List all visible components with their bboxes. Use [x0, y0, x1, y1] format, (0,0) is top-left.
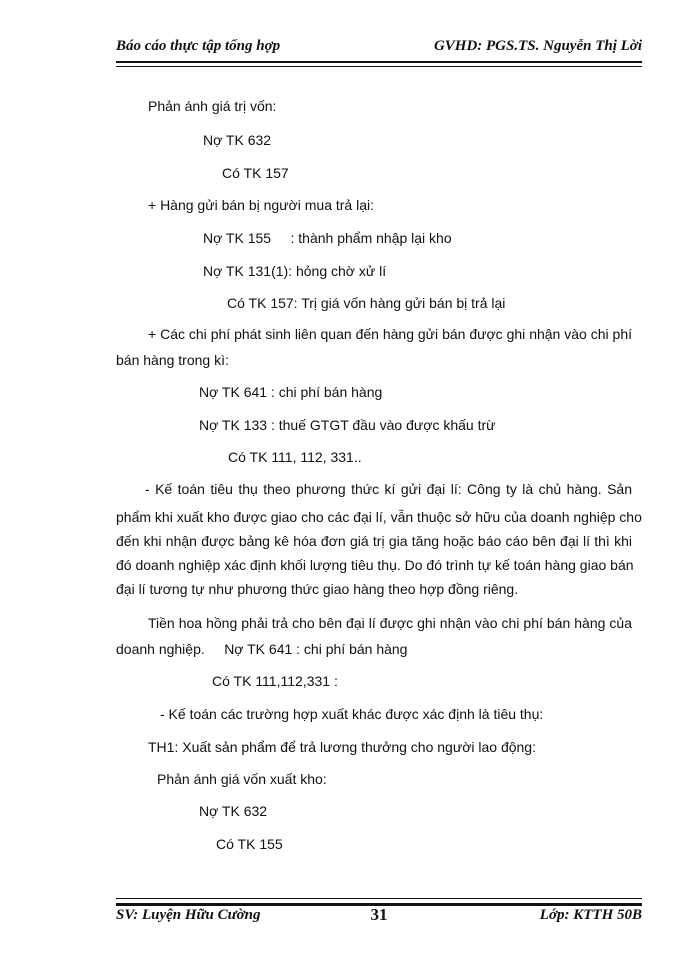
text-line-13: - Kế toán tiêu thụ theo phương thức kí gửi đại lí: Công ty là chủ hàng. Sản — [145, 481, 632, 497]
text-line-16: đó doanh nghiệp xác định khối lượng tiêu thụ. Do đó trình tự kế toán hàng giao bán — [116, 557, 634, 573]
text-line-25: Có TK 155 — [216, 836, 283, 852]
header-rule — [116, 61, 642, 67]
text-line-10: Nợ TK 641 : chi phí bán hàng — [199, 384, 383, 400]
page-number: 31 — [370, 905, 388, 924]
page-footer — [116, 905, 642, 927]
text-line-9: bán hàng trong kì: — [116, 352, 229, 368]
text-line-14: phẩm khi xuất kho được giao cho các đại lí, vẫn thuộc sở hữu của doanh nghiệp cho — [116, 509, 642, 525]
header-report-title: Báo cáo thực tập tổng hợp — [116, 38, 281, 54]
text-line-23: Phản ánh giá vốn xuất kho: — [157, 771, 327, 787]
footer-class: Lớp: KTTH 50B — [539, 907, 642, 923]
text-line-17: đại lí tương tự như phương thức giao hàng theo hợp đồng riêng. — [116, 581, 519, 597]
page-header — [116, 36, 642, 58]
text-line-24: Nợ TK 632 — [199, 803, 268, 819]
text-line-15: đến khi nhận được bảng kê hóa đơn giá trị gia tăng hoặc báo cáo bên đại lí thì khi — [116, 533, 632, 549]
text-line-5: Nợ TK 155 : thành phẩm nhập lại kho — [203, 230, 452, 246]
text-line-6: Nợ TK 131(1): hỏng chờ xử lí — [203, 263, 387, 279]
text-line-8: + Các chi phí phát sinh liên quan đến hàng gửi bán được ghi nhận vào chi phí — [148, 326, 632, 342]
text-line-1: Phản ánh giá trị vốn: — [148, 98, 277, 114]
text-line-22: TH1: Xuất sản phẩm để trả lương thưởng cho người lao động: — [148, 739, 536, 755]
text-line-11: Nợ TK 133 : thuế GTGT đầu vào được khấu trừ — [199, 417, 496, 433]
footer-student-name: SV: Luyện Hữu Cường — [116, 907, 261, 923]
text-line-7: Có TK 157: Trị giá vốn hàng gửi bán bị trả lại — [227, 295, 506, 311]
text-line-20: Có TK 111,112,331 : — [212, 673, 338, 689]
text-line-21: - Kế toán các trường hợp xuất khác được xác định là tiêu thụ: — [160, 706, 544, 722]
text-line-2: Nợ TK 632 — [203, 132, 272, 148]
text-line-12: Có TK 111, 112, 331.. — [228, 449, 362, 465]
text-line-4: + Hàng gửi bán bị người mua trả lại: — [148, 197, 374, 213]
text-line-3: Có TK 157 — [222, 165, 289, 181]
text-line-19: doanh nghiệp. Nợ TK 641 : chi phí bán hàng — [116, 641, 408, 657]
header-supervisor: GVHD: PGS.TS. Nguyễn Thị Lời — [433, 38, 642, 54]
text-line-18: Tiền hoa hồng phải trả cho bên đại lí được ghi nhận vào chi phí bán hàng của — [148, 615, 632, 631]
